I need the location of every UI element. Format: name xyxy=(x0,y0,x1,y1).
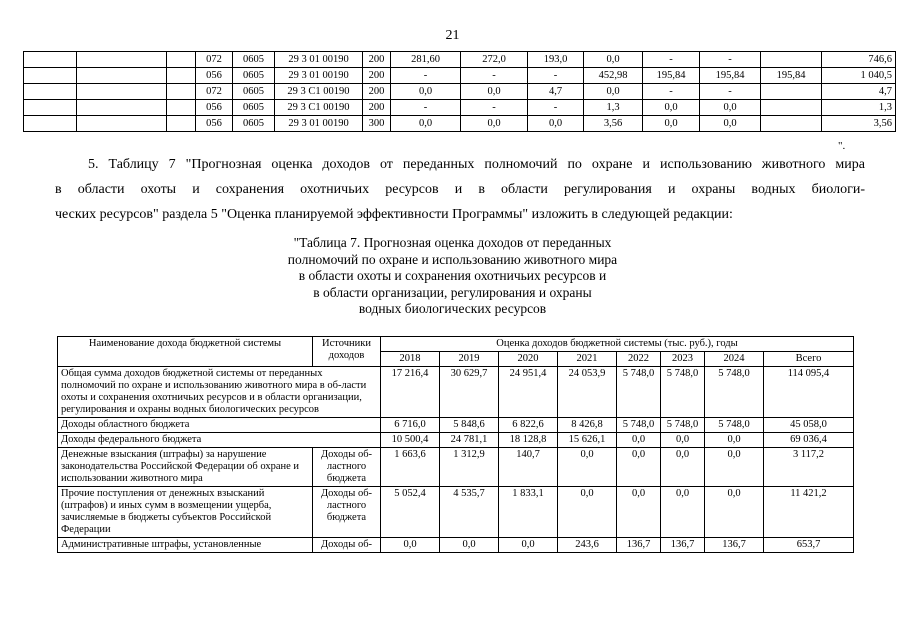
table-row xyxy=(58,367,854,418)
table-cell: 29 3 01 00190 xyxy=(275,68,363,84)
value-cell: 0,0 xyxy=(705,433,764,448)
table-cell: 195,84 xyxy=(761,68,822,84)
table-title-line: в области охоты и сохранения охотничьих ресурсов и xyxy=(298,268,607,283)
table-cell: 200 xyxy=(363,68,391,84)
paragraph-line-2: в области охоты и сохранения охотничьих ресурсов и в области регулирования и охраны водных биологи- xyxy=(55,182,865,197)
income-forecast-table xyxy=(57,336,854,553)
table-cell: 200 xyxy=(363,52,391,68)
year-header: 2024 xyxy=(705,352,764,367)
table-row xyxy=(24,68,896,84)
table-cell: - xyxy=(700,84,761,100)
income-source-cell: Доходы об-ластного бюджета xyxy=(313,448,381,487)
table-row xyxy=(58,487,854,538)
empty-cell xyxy=(24,68,77,84)
closing-quote: ". xyxy=(838,140,846,152)
paragraph-line-3: ческих ресурсов" раздела 5 "Оценка планируемой эффективности Программы" изложить в следующей редакции: xyxy=(55,207,733,222)
value-cell: 5 748,0 xyxy=(617,367,661,418)
table-cell: 195,84 xyxy=(643,68,700,84)
table-cell: 0605 xyxy=(233,68,275,84)
table-row xyxy=(24,84,896,100)
table-cell: 056 xyxy=(196,116,233,132)
year-header: Всего xyxy=(764,352,854,367)
value-cell: 0,0 xyxy=(558,448,617,487)
value-cell: 8 426,8 xyxy=(558,418,617,433)
value-cell: 24 053,9 xyxy=(558,367,617,418)
value-cell: 1 312,9 xyxy=(440,448,499,487)
empty-cell xyxy=(167,116,196,132)
value-cell: 0,0 xyxy=(617,448,661,487)
value-cell: 0,0 xyxy=(440,538,499,553)
table-cell: 0,0 xyxy=(391,116,461,132)
empty-cell xyxy=(167,68,196,84)
value-cell: 136,7 xyxy=(705,538,764,553)
value-cell: 140,7 xyxy=(499,448,558,487)
table-cell: - xyxy=(643,52,700,68)
table-row xyxy=(58,433,854,448)
table-cell: 29 3 01 00190 xyxy=(275,52,363,68)
table-cell xyxy=(761,100,822,116)
table-row xyxy=(24,116,896,132)
table-cell: - xyxy=(461,68,528,84)
table-cell: 300 xyxy=(363,116,391,132)
value-cell: 4 535,7 xyxy=(440,487,499,538)
income-source-cell: Доходы об- xyxy=(313,538,381,553)
header-sources: Источники доходов xyxy=(313,337,381,367)
value-cell: 6 716,0 xyxy=(381,418,440,433)
table-cell: 193,0 xyxy=(528,52,584,68)
value-cell: 17 216,4 xyxy=(381,367,440,418)
table-cell xyxy=(761,84,822,100)
table-cell: 29 3 C1 00190 xyxy=(275,84,363,100)
table-cell: - xyxy=(643,84,700,100)
table-cell: 4,7 xyxy=(822,84,896,100)
table-cell: - xyxy=(391,68,461,84)
value-cell: 24 951,4 xyxy=(499,367,558,418)
table-cell: 0,0 xyxy=(528,116,584,132)
income-name-cell: Доходы федерального бюджета xyxy=(58,433,381,448)
empty-cell xyxy=(77,84,167,100)
value-cell: 6 822,6 xyxy=(499,418,558,433)
table-cell: 29 3 01 00190 xyxy=(275,116,363,132)
value-cell: 11 421,2 xyxy=(764,487,854,538)
income-name-cell: Общая сумма доходов бюджетной системы от переданных полномочий по охране и использованию животного мира в об-ласти охоты и сохранения охотничьих ресурсов и в области организации, регулирования и охраны водных биологических ресурсов xyxy=(58,367,381,418)
table-cell: - xyxy=(391,100,461,116)
table-cell: 0,0 xyxy=(391,84,461,100)
table-cell: 0605 xyxy=(233,52,275,68)
header-estimate: Оценка доходов бюджетной системы (тыс. руб.), годы xyxy=(381,337,854,352)
table-cell: 3,56 xyxy=(584,116,643,132)
value-cell: 15 626,1 xyxy=(558,433,617,448)
value-cell: 5 748,0 xyxy=(705,367,764,418)
paragraph-line-1: 5. Таблицу 7 "Прогнозная оценка доходов от переданных полномочий по охране и использованию животного мира xyxy=(88,157,865,172)
table-title-line: "Таблица 7. Прогнозная оценка доходов от переданных xyxy=(293,235,612,250)
table-cell: 056 xyxy=(196,100,233,116)
empty-cell xyxy=(77,100,167,116)
table-cell: 0,0 xyxy=(643,100,700,116)
table-cell: - xyxy=(461,100,528,116)
value-cell: 18 128,8 xyxy=(499,433,558,448)
table-cell: 29 3 C1 00190 xyxy=(275,100,363,116)
empty-cell xyxy=(77,52,167,68)
table-cell: 0,0 xyxy=(584,84,643,100)
table-cell: 4,7 xyxy=(528,84,584,100)
empty-cell xyxy=(24,100,77,116)
value-cell: 10 500,4 xyxy=(381,433,440,448)
table-cell: 746,6 xyxy=(822,52,896,68)
table-cell: 0605 xyxy=(233,84,275,100)
table-cell: 0605 xyxy=(233,116,275,132)
value-cell: 0,0 xyxy=(381,538,440,553)
table-row xyxy=(58,448,854,487)
value-cell: 69 036,4 xyxy=(764,433,854,448)
year-header: 2018 xyxy=(381,352,440,367)
empty-cell xyxy=(167,52,196,68)
table-cell: - xyxy=(700,52,761,68)
table-cell: 0,0 xyxy=(700,116,761,132)
empty-cell xyxy=(77,68,167,84)
value-cell: 243,6 xyxy=(558,538,617,553)
empty-cell xyxy=(24,84,77,100)
table-cell: 0,0 xyxy=(584,52,643,68)
income-name-cell: Доходы областного бюджета xyxy=(58,418,381,433)
value-cell: 0,0 xyxy=(617,433,661,448)
value-cell: 1 663,6 xyxy=(381,448,440,487)
value-cell: 1 833,1 xyxy=(499,487,558,538)
year-header: 2023 xyxy=(661,352,705,367)
table-cell: 452,98 xyxy=(584,68,643,84)
year-header: 2022 xyxy=(617,352,661,367)
table-cell: 1 040,5 xyxy=(822,68,896,84)
table-cell xyxy=(761,116,822,132)
table-title xyxy=(0,235,905,318)
value-cell: 0,0 xyxy=(661,448,705,487)
value-cell: 0,0 xyxy=(661,433,705,448)
table-cell: 0,0 xyxy=(700,100,761,116)
table-cell: 0,0 xyxy=(461,116,528,132)
table-cell: - xyxy=(528,68,584,84)
value-cell: 5 848,6 xyxy=(440,418,499,433)
table-cell: 195,84 xyxy=(700,68,761,84)
table-cell: 200 xyxy=(363,84,391,100)
value-cell: 0,0 xyxy=(499,538,558,553)
value-cell: 0,0 xyxy=(617,487,661,538)
table-title-line: в области организации, регулирования и охраны xyxy=(313,284,592,300)
table-cell: 1,3 xyxy=(584,100,643,116)
value-cell: 5 748,0 xyxy=(661,418,705,433)
year-header: 2021 xyxy=(558,352,617,367)
income-name-cell: Денежные взыскания (штрафы) за нарушение законодательства Российской Федерации об охране и использовании животного мира xyxy=(58,448,313,487)
table-cell: 0,0 xyxy=(643,116,700,132)
year-header: 2020 xyxy=(499,352,558,367)
income-source-cell: Доходы об-ластного бюджета xyxy=(313,487,381,538)
value-cell: 0,0 xyxy=(705,448,764,487)
table-cell: 1,3 xyxy=(822,100,896,116)
value-cell: 136,7 xyxy=(617,538,661,553)
table-cell: 072 xyxy=(196,84,233,100)
table-cell: 0605 xyxy=(233,100,275,116)
value-cell: 114 095,4 xyxy=(764,367,854,418)
table-cell: 200 xyxy=(363,100,391,116)
value-cell: 5 748,0 xyxy=(661,367,705,418)
table-title-line: водных биологических ресурсов xyxy=(358,301,547,316)
table-cell: 281,60 xyxy=(391,52,461,68)
empty-cell xyxy=(167,84,196,100)
value-cell: 5 748,0 xyxy=(705,418,764,433)
header-income-name: Наименование дохода бюджетной системы xyxy=(58,337,313,367)
empty-cell xyxy=(77,116,167,132)
table-row xyxy=(58,418,854,433)
budget-codes-table xyxy=(23,51,896,132)
value-cell: 0,0 xyxy=(705,487,764,538)
table-row xyxy=(24,52,896,68)
table-cell: 056 xyxy=(196,68,233,84)
value-cell: 653,7 xyxy=(764,538,854,553)
page-number: 21 xyxy=(445,28,460,43)
table-row xyxy=(58,538,854,553)
table-cell: 272,0 xyxy=(461,52,528,68)
table-row xyxy=(24,100,896,116)
table-title-line: полномочий по охране и использованию животного мира xyxy=(287,251,618,267)
empty-cell xyxy=(167,100,196,116)
value-cell: 0,0 xyxy=(661,487,705,538)
value-cell: 5 052,4 xyxy=(381,487,440,538)
table-cell: 3,56 xyxy=(822,116,896,132)
value-cell: 136,7 xyxy=(661,538,705,553)
empty-cell xyxy=(24,116,77,132)
table-cell: 072 xyxy=(196,52,233,68)
value-cell: 3 117,2 xyxy=(764,448,854,487)
value-cell: 0,0 xyxy=(558,487,617,538)
year-header: 2019 xyxy=(440,352,499,367)
empty-cell xyxy=(24,52,77,68)
income-name-cell: Прочие поступления от денежных взысканий (штрафов) и иных сумм в возмещении ущерба, зачисляемые в бюджеты субъектов Российской Федерации xyxy=(58,487,313,538)
table-cell: 0,0 xyxy=(461,84,528,100)
value-cell: 45 058,0 xyxy=(764,418,854,433)
value-cell: 24 781,1 xyxy=(440,433,499,448)
income-name-cell: Административные штрафы, установленные xyxy=(58,538,313,553)
table-cell: - xyxy=(528,100,584,116)
table-cell xyxy=(761,52,822,68)
value-cell: 30 629,7 xyxy=(440,367,499,418)
value-cell: 5 748,0 xyxy=(617,418,661,433)
